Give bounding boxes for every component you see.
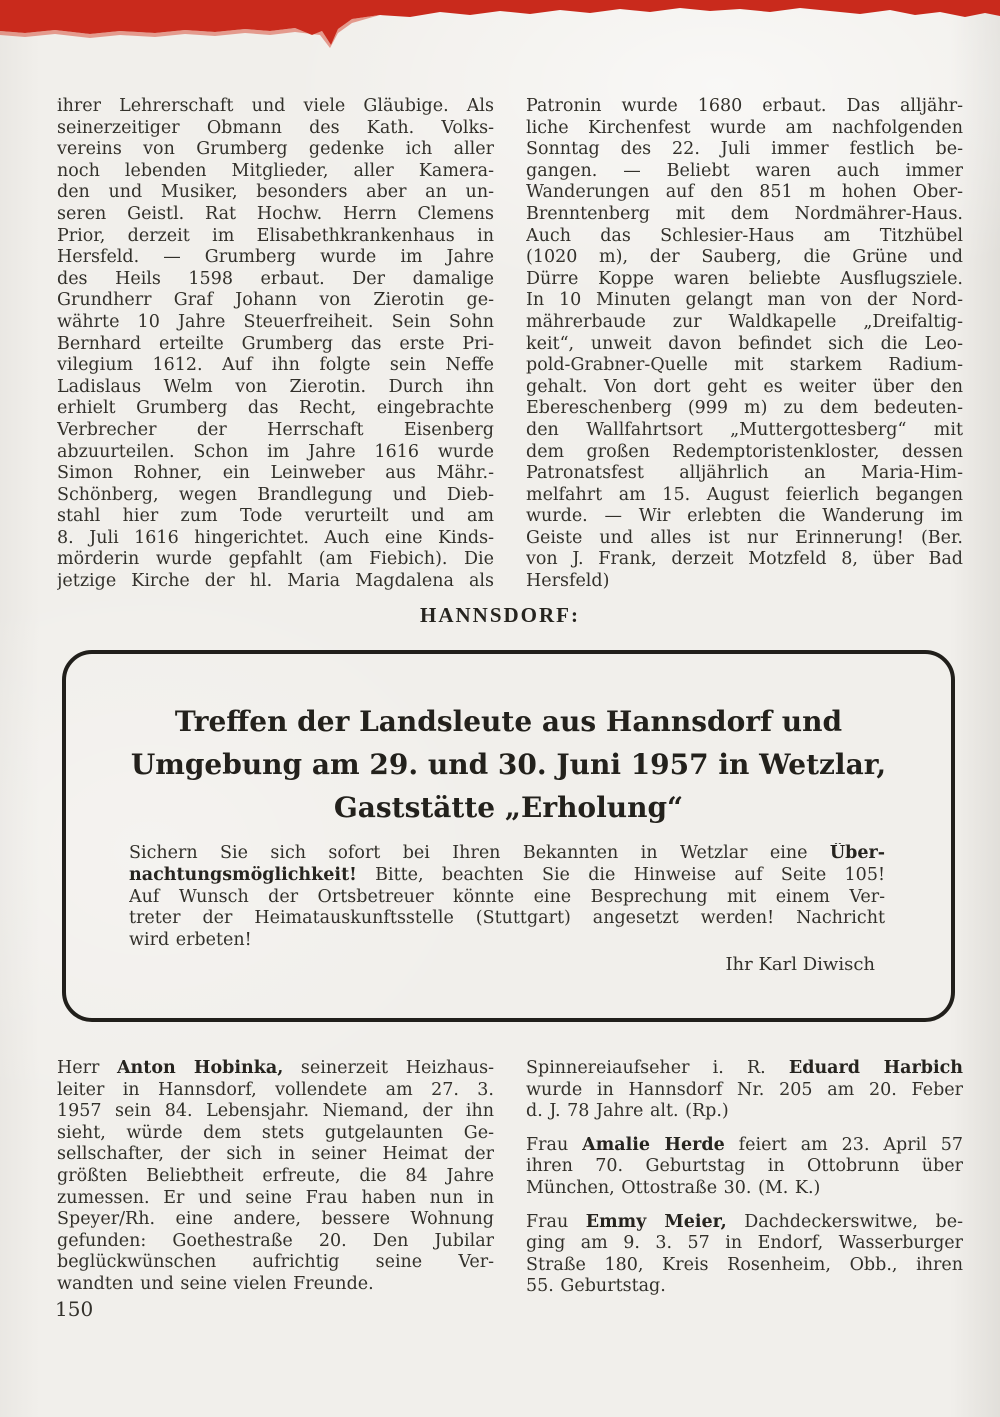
- text-line: Frau Amalie Herde feiert am 23. April 57: [526, 1134, 963, 1155]
- text-line: Geiste und alles ist nur Erinnerung! (Ber.: [526, 527, 963, 548]
- notice-emmy-meier: [526, 1212, 963, 1298]
- text-line: sieht, würde dem stets gutgelaunten Ge-: [57, 1122, 494, 1143]
- text-line: mährerbaude zur Waldkapelle „Dreifaltig-: [526, 311, 963, 332]
- text-line: 8. Juli 1616 hingerichtet. Auch eine Kinds-: [57, 527, 494, 548]
- announcement-title: [66, 700, 951, 829]
- text-line: jetzige Kirche der hl. Maria Magdalena als: [57, 571, 494, 592]
- text-line: Speyer/Rh. eine andere, bessere Wohnung: [57, 1209, 494, 1230]
- section-heading-hannsdorf: HANNSDORF:: [420, 603, 580, 627]
- text-line: Hersfeld. — Grumberg wurde im Jahre: [57, 247, 494, 268]
- text-line: liche Kirchenfest wurde am nachfolgenden: [526, 117, 963, 138]
- red-paper-edge-artifact: [0, 0, 1000, 50]
- text-line: d. J. 78 Jahre alt. (Rp.): [526, 1101, 729, 1122]
- text-line: Spinnereiaufseher i. R. Eduard Harbich: [526, 1058, 963, 1078]
- text-line: Schönberg, wegen Brandlegung und Dieb-: [57, 484, 494, 505]
- text-line: nachtungsmöglichkeit! Bitte, beachten Sie die Hinweise auf Seite 105!: [129, 864, 885, 885]
- text-line: Simon Rohner, ein Leinweber aus Mähr.-: [57, 463, 494, 484]
- text-line: Ebereschenberg (999 m) zu dem bedeuten-: [526, 398, 963, 419]
- text-line: Auch das Schlesier-Haus am Titzhübel: [526, 225, 963, 246]
- announcement-body: [129, 843, 885, 952]
- text-line: (1020 m), der Sauberg, die Grüne und: [526, 247, 963, 268]
- text-line: ihren 70. Geburtstag in Ottobrunn über: [526, 1156, 963, 1177]
- text-line: währte 10 Jahre Steuerfreiheit. Sein Sohn: [57, 311, 494, 332]
- bottom-right-text-column: [526, 1058, 963, 1298]
- text-line: vereins von Grumberg gedenke ich aller: [57, 139, 494, 160]
- notice-amalie-herde: [526, 1135, 963, 1200]
- text-line: Frau Emmy Meier, Dachdeckerswitwe, be-: [526, 1211, 963, 1232]
- text-line: pold-Grabner-Quelle mit starkem Radium-: [526, 355, 963, 376]
- text-line: Verbrecher der Herrschaft Eisenberg: [57, 419, 494, 440]
- text-line: Patronin wurde 1680 erbaut. Das alljähr-: [526, 96, 963, 116]
- text-line: größten Beliebtheit erfreute, die 84 Jahre: [57, 1165, 494, 1186]
- announcement-box: [62, 650, 955, 1022]
- text-line: wandten und seine vielen Freunde.: [57, 1273, 374, 1294]
- text-line: Prior, derzeit im Elisabethkrankenhaus in: [57, 225, 494, 246]
- announcement-title-line: Gaststätte „Erholung“: [333, 791, 684, 824]
- text-line: erhielt Grumberg das Recht, eingebrachte: [57, 398, 494, 419]
- text-line: ihrer Lehrerschaft und viele Gläubige. Als: [57, 96, 494, 116]
- text-line: 1957 sein 84. Lebensjahr. Niemand, der ihn: [57, 1101, 494, 1122]
- text-line: 55. Geburtstag.: [526, 1276, 666, 1297]
- top-left-text-column: [57, 96, 494, 593]
- text-line: gehalt. Von dort geht es weiter über den: [526, 376, 963, 397]
- text-line: ging am 9. 3. 57 in Endorf, Wasserburger: [526, 1233, 963, 1254]
- text-line: dem großen Redemptoristenkloster, dessen: [526, 441, 963, 462]
- text-line: beglückwünschen aufrichtig seine Ver-: [57, 1252, 494, 1273]
- text-line: den und Musiker, besonders aber an un-: [57, 182, 494, 203]
- text-line: Grundherr Graf Johann von Zierotin ge-: [57, 290, 494, 311]
- notice-eduard-harbich: [526, 1058, 963, 1123]
- text-line: vilegium 1612. Auf ihn folgte sein Neffe: [57, 355, 494, 376]
- text-line: wurde. — Wir erlebten die Wanderung im: [526, 506, 963, 527]
- text-line: Brenntenberg mit dem Nordmährer-Haus.: [526, 203, 963, 224]
- text-line: Sonntag des 22. Juli immer festlich be-: [526, 139, 963, 160]
- text-line: keit“, unweit davon befindet sich die Leo-: [526, 333, 963, 354]
- text-line: Auf Wunsch der Ortsbetreuer könnte eine Besprechung mit einem Ver-: [129, 886, 885, 907]
- text-line: wird erbeten!: [129, 930, 252, 951]
- text-line: In 10 Minuten gelangt man von der Nord-: [526, 290, 963, 311]
- text-line: melfahrt am 15. August feierlich begangen: [526, 484, 963, 505]
- text-line: gefunden: Goethestraße 20. Den Jubilar: [57, 1230, 494, 1251]
- text-line: Herr Anton Hobinka, seinerzeit Heizhaus-: [57, 1058, 494, 1078]
- text-line: Straße 180, Kreis Rosenheim, Obb., ihren: [526, 1254, 963, 1275]
- text-line: Bernhard erteilte Grumberg das erste Pri-: [57, 333, 494, 354]
- text-line: des Heils 1598 erbaut. Der damalige: [57, 268, 494, 289]
- top-right-text-column: [526, 96, 963, 593]
- text-line: Dürre Koppe waren beliebte Ausflugsziele.: [526, 268, 963, 289]
- text-line: Wanderungen auf den 851 m hohen Ober-: [526, 182, 963, 203]
- announcement-title-line: Treffen der Landsleute aus Hannsdorf und: [174, 705, 843, 738]
- text-line: leiter in Hannsdorf, vollendete am 27. 3.: [57, 1079, 494, 1100]
- text-line: wurde in Hannsdorf Nr. 205 am 20. Feber: [526, 1079, 963, 1100]
- page-number: 150: [55, 1297, 94, 1321]
- text-line: mörderin wurde gepfahlt (am Fiebich). Die: [57, 549, 494, 570]
- text-line: treter der Heimatauskunftsstelle (Stuttgart) angesetzt werden! Nachricht: [129, 908, 885, 929]
- text-line: seren Geistl. Rat Hochw. Herrn Clemens: [57, 203, 494, 224]
- text-line: Sichern Sie sich sofort bei Ihren Bekannten in Wetzlar eine Über-: [129, 843, 885, 863]
- announcement-signature: Ihr Karl Diwisch: [725, 953, 875, 975]
- text-line: abzuurteilen. Schon im Jahre 1616 wurde: [57, 441, 494, 462]
- text-line: den Wallfahrtsort „Muttergottesberg“ mit: [526, 419, 963, 440]
- text-line: noch lebenden Mitglieder, aller Kamera-: [57, 160, 494, 181]
- text-line: Hersfeld): [526, 571, 610, 592]
- bottom-left-text-column: [57, 1058, 494, 1296]
- text-line: von J. Frank, derzeit Motzfeld 8, über Bad: [526, 549, 963, 570]
- text-line: zumessen. Er und seine Frau haben nun in: [57, 1187, 494, 1208]
- text-line: Ladislaus Welm von Zierotin. Durch ihn: [57, 376, 494, 397]
- text-line: stahl hier zum Tode verurteilt und am: [57, 506, 494, 527]
- text-line: Patronatsfest alljährlich an Maria-Him-: [526, 463, 963, 484]
- text-line: München, Ottostraße 30. (M. K.): [526, 1177, 821, 1198]
- text-line: gangen. — Beliebt waren auch immer: [526, 160, 963, 181]
- text-line: sellschafter, der sich in seiner Heimat der: [57, 1144, 494, 1165]
- text-line: seinerzeitiger Obmann des Kath. Volks-: [57, 117, 494, 138]
- announcement-title-line: Umgebung am 29. und 30. Juni 1957 in Wetzlar,: [130, 748, 887, 781]
